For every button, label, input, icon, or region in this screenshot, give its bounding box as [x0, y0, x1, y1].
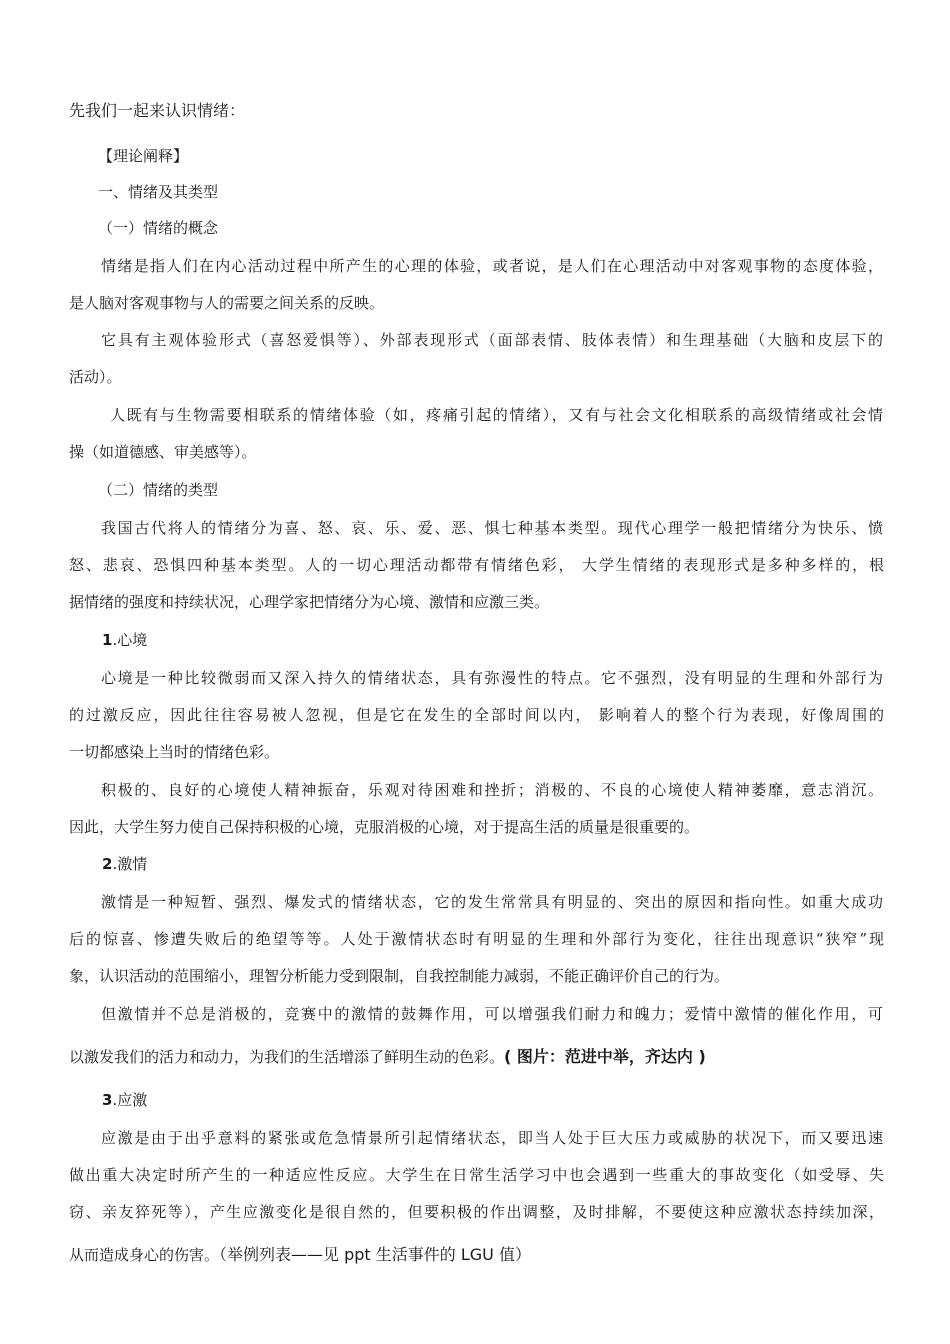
passion-paragraph-2-line-1: 但激情并不总是消极的，竞赛中的激情的鼓舞作用，可以增强我们耐力和魄力；爱情中激情的催化作用，可	[101, 1005, 883, 1023]
types-line-2: 怒、悲哀、恐惧四种基本类型。人的一切心理活动都带有情绪色彩， 大学生情绪的表现形式是多种多样的，根	[69, 556, 884, 574]
stress-paragraph-line-3: 窃、亲友猝死等），产生应激变化是很自然的，但要积极的作出调整，及时排解，不要使这种应激状态持续加深，	[69, 1203, 884, 1221]
subheading-concept: （一）情绪的概念	[98, 219, 219, 237]
passion-paragraph-1-line-1: 激情是一种短暂、强烈、爆发式的情绪状态，它的发生常常具有明显的、突出的原因和指向性。如重大成功	[101, 893, 883, 911]
concept-paragraph-2-line-2: 活动）。	[69, 368, 122, 386]
passion-paragraph-1-line-3: 象，认识活动的范围缩小，理智分析能力受到限制，自我控制能力减弱，不能正确评价自己的行为。	[69, 967, 730, 985]
mood-paragraph-2-line-1: 积极的、良好的心境使人精神振奋，乐观对待困难和挫折；消极的、不良的心境使人精神萎靡，意志消沉。	[101, 781, 883, 799]
mood-paragraph-1-line-2: 的过激反应，因此往往容易被人忽视，但是它在发生的全部时间以内， 影响着人的整个行为表现，好像周围的	[69, 706, 884, 724]
passion-paragraph-2-line-2	[69, 1038, 884, 1076]
stress-paragraph-text: 从而造成身心的伤害。	[69, 1246, 220, 1264]
concept-paragraph-2-line-1: 它具有主观体验形式（喜怒爱惧等）、外部表现形式（面部表情、肢体表情）和生理基础（大脑和皮层下的	[101, 331, 883, 349]
stress-paragraph-line-4	[69, 1236, 884, 1274]
example-note: （举例列表——见 ppt 生活事件的 LGU 值）	[219, 1245, 531, 1264]
mood-heading	[102, 622, 917, 659]
concept-paragraph-3-line-2: 操（如道德感、审美感等）。	[69, 443, 257, 461]
stress-paragraph-line-2: 做出重大决定时所产生的一种适应性反应。大学生在日常生活学习中也会遇到一些重大的事故变化（如受辱、失	[69, 1166, 884, 1184]
stress-heading	[102, 1082, 917, 1119]
mood-title: .心境	[112, 631, 148, 649]
passion-paragraph-1-line-2: 后的惊喜、惨遭失败后的绝望等等。人处于激情状态时有明显的生理和外部行为变化，往往出现意识“狭窄”现	[69, 930, 884, 948]
passion-heading	[102, 846, 917, 883]
passion-title: .激情	[112, 855, 148, 873]
stress-number: 3	[102, 1091, 113, 1109]
passion-number: 2	[102, 855, 113, 873]
mood-paragraph-1-line-1: 心境是一种比较微弱而又深入持久的情绪状态，具有弥漫性的特点。它不强烈，没有明显的生理和外部行为	[101, 669, 883, 687]
concept-paragraph-1-line-2: 是人脑对客观事物与人的需要之间关系的反映。	[69, 294, 385, 312]
heading-emotion-types: 一、情绪及其类型	[98, 183, 219, 201]
image-note: ( 图片：范进中举，齐达内 )	[504, 1047, 706, 1066]
section-label: 【理论阐释】	[98, 147, 189, 165]
mood-paragraph-2-line-2: 因此，大学生努力使自己保持积极的心境，克服消极的心境，对于提高生活的质量是很重要的。	[69, 818, 700, 836]
concept-paragraph-1-line-1: 情绪是指人们在内心活动过程中所产生的心理的体验，或者说，是人们在心理活动中对客观事物的态度体验，	[101, 257, 883, 275]
subheading-types: （二）情绪的类型	[98, 481, 219, 499]
types-line-1: 我国古代将人的情绪分为喜、怒、哀、乐、爱、恶、惧七种基本类型。现代心理学一般把情绪分为快乐、愤	[101, 519, 883, 537]
mood-number: 1	[102, 631, 113, 649]
stress-title: .应激	[112, 1091, 148, 1109]
stress-paragraph-line-1: 应激是由于出乎意料的紧张或危急情景所引起情绪状态，即当人处于巨大压力或威胁的状况下，而又要迅速	[101, 1129, 883, 1147]
intro-heading: 先我们一起来认识情绪：	[69, 101, 246, 120]
concept-paragraph-3-line-1: 人既有与生物需要相联系的情绪体验（如，疼痛引起的情绪），又有与社会文化相联系的高级情绪或社会情	[110, 406, 883, 424]
types-line-3: 据情绪的强度和持续状况，心理学家把情绪分为心境、激情和应激三类。	[69, 593, 550, 611]
passion-paragraph-2-text: 以激发我们的活力和动力，为我们的生活增添了鲜明生动的色彩。	[69, 1048, 505, 1066]
mood-paragraph-1-line-3: 一切都感染上当时的情绪色彩。	[69, 743, 280, 761]
